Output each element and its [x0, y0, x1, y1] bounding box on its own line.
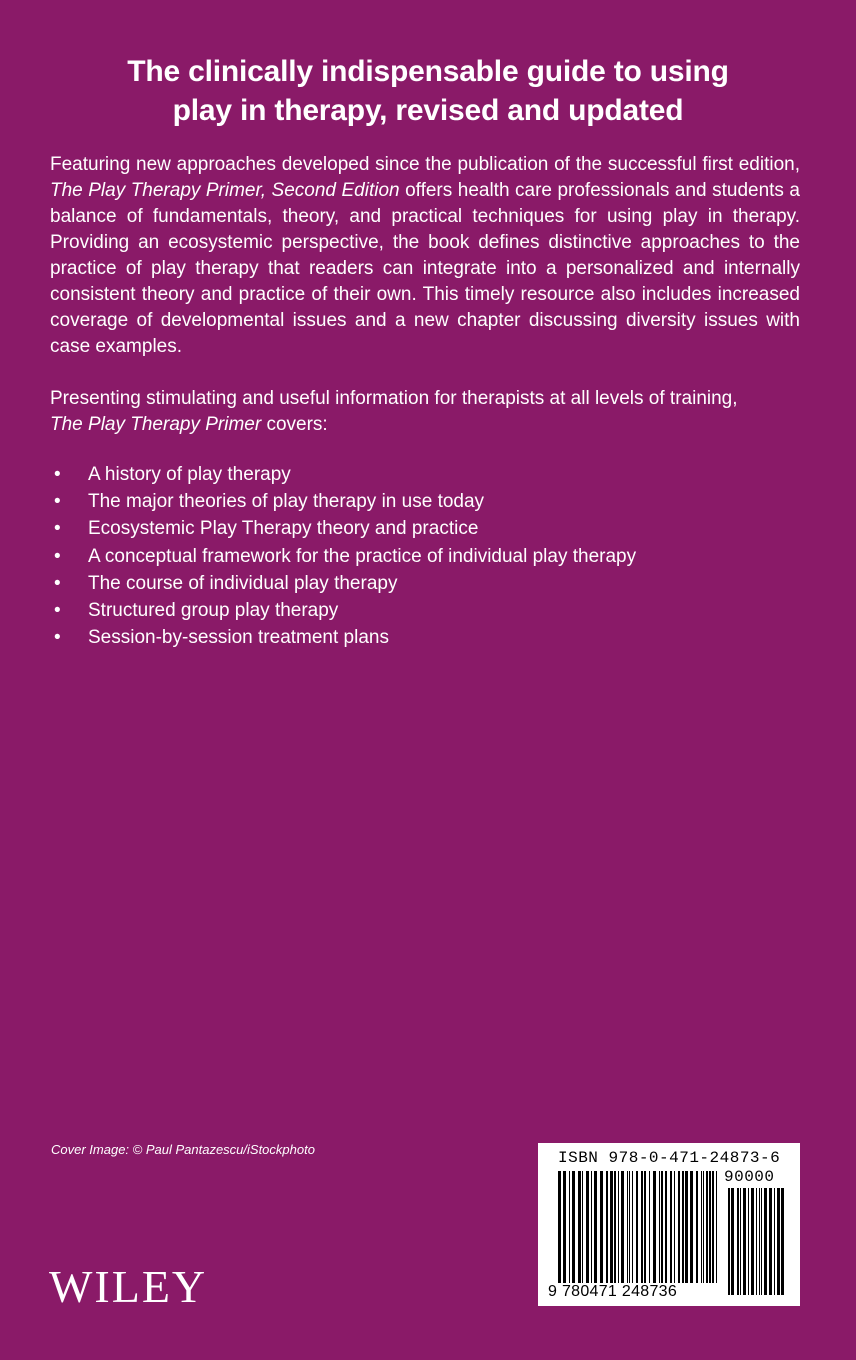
bullet-icon: • [54, 600, 61, 622]
barcode-bar [578, 1171, 581, 1283]
book-title-short-italic: The Play Therapy Primer [50, 414, 262, 435]
description-lead: Featuring new approaches developed since the publication of the successful first edition, [50, 154, 800, 175]
coverage-intro-paragraph [50, 386, 800, 438]
bullet-icon: • [54, 545, 61, 567]
barcode-bar [636, 1171, 638, 1283]
barcode-bar [777, 1188, 780, 1295]
barcode-bar [712, 1171, 714, 1283]
barcode-bar [781, 1188, 784, 1295]
list-item [50, 461, 810, 488]
coverage-intro-lead: Presenting stimulating and useful information for therapists at all levels of training, [50, 388, 738, 409]
barcode-bar [701, 1171, 702, 1283]
list-item-text: The major theories of play therapy in use today [88, 491, 485, 513]
barcode-bar [764, 1188, 767, 1295]
barcode-bar [716, 1171, 717, 1291]
barcode-bar [627, 1171, 628, 1283]
barcode-bar [632, 1171, 633, 1283]
barcode-bar [670, 1171, 672, 1283]
list-item-text: Ecosystemic Play Therapy theory and practice [88, 518, 479, 540]
barcode-bar [756, 1188, 757, 1295]
list-item [50, 488, 810, 515]
barcode-bar [563, 1171, 566, 1291]
barcode-bar [743, 1188, 746, 1295]
list-item-text: Session-by-session treatment plans [88, 627, 389, 649]
barcode-bar [621, 1171, 624, 1283]
barcode-bar [696, 1171, 698, 1283]
isbn-barcode [538, 1143, 800, 1306]
barcode-bar [737, 1188, 739, 1295]
barcode-bar [748, 1188, 749, 1295]
barcode-bar [558, 1171, 561, 1291]
bullet-icon: • [54, 464, 61, 485]
list-item [50, 597, 810, 624]
barcode-bar [690, 1171, 693, 1283]
headline [60, 52, 796, 130]
barcode-bar [629, 1171, 630, 1283]
barcode-bar [774, 1188, 775, 1295]
barcode-bar [610, 1171, 613, 1283]
description-rest: offers health care professionals and students a balance of fundamentals, theory, and practical techniques for using play in therapy. Providing an ecosystemic perspective, the book defines distinctive approaches to the practice of play therapy that readers can integrate into a personalized and internally consistent theory and practice of their own. This timely resource also includes increased coverage of developmental issues and a new chapter discussing diversity issues with case examples. [50, 180, 800, 357]
barcode-bar [751, 1188, 754, 1295]
barcode-bar [586, 1171, 589, 1283]
barcode-bar [769, 1188, 772, 1295]
coverage-intro-rest: covers: [266, 414, 328, 435]
barcode-bar [685, 1171, 688, 1283]
list-item [50, 543, 810, 570]
bullet-icon: • [54, 627, 61, 649]
barcode-bar [759, 1188, 760, 1295]
headline-line-1: The clinically indispensable guide to using [127, 55, 729, 88]
barcode-bar [618, 1171, 619, 1283]
list-item-text: A history of play therapy [88, 464, 291, 485]
list-item [50, 570, 810, 597]
bullet-icon: • [54, 518, 61, 540]
barcode-bar [606, 1171, 608, 1283]
coverage-list [50, 461, 810, 651]
barcode-bar [740, 1188, 741, 1295]
cover-image-credit: Cover Image: © Paul Pantazescu/iStockphoto [51, 1142, 315, 1157]
barcode-bar [674, 1171, 675, 1283]
barcode-bar [582, 1171, 583, 1283]
list-item-text: The course of individual play therapy [88, 572, 398, 594]
barcode-bar [644, 1171, 646, 1283]
description-paragraph [50, 152, 800, 360]
list-item-text: A conceptual framework for the practice of individual play therapy [88, 545, 637, 567]
barcode-bar [641, 1171, 643, 1283]
barcode-bar [594, 1171, 597, 1283]
barcode-bar [614, 1171, 616, 1283]
barcode-bar [600, 1171, 603, 1283]
barcode-bar [661, 1171, 663, 1283]
isbn-label: ISBN 978-0-471-24873-6 [558, 1149, 781, 1167]
barcode-bar [703, 1171, 704, 1283]
barcode-bar [731, 1188, 734, 1295]
barcode-bar [569, 1171, 570, 1283]
list-item [50, 515, 810, 542]
barcode-bar [649, 1171, 650, 1283]
ean-digits: 9 780471 248736 [548, 1283, 728, 1301]
publisher-logo: WILEY [49, 1261, 208, 1312]
list-item [50, 624, 810, 651]
barcode-bar [682, 1171, 684, 1283]
barcode-bar [572, 1171, 575, 1283]
bullet-icon: • [54, 572, 61, 594]
list-item-text: Structured group play therapy [88, 600, 339, 622]
barcode-bar [591, 1171, 592, 1283]
barcode-bar [728, 1188, 730, 1295]
headline-line-2: play in therapy, revised and updated [172, 94, 684, 127]
barcode-bar [665, 1171, 667, 1283]
barcode-bar [678, 1171, 680, 1283]
barcode-bar [706, 1171, 708, 1283]
barcode-bar [653, 1171, 656, 1283]
bullet-icon: • [54, 491, 61, 513]
book-title-italic: The Play Therapy Primer, Second Edition [50, 180, 400, 201]
barcode-bar [761, 1188, 762, 1295]
barcode-bar [659, 1171, 660, 1283]
barcode-bar [709, 1171, 711, 1283]
price-addon-code: 90000 [724, 1168, 775, 1186]
